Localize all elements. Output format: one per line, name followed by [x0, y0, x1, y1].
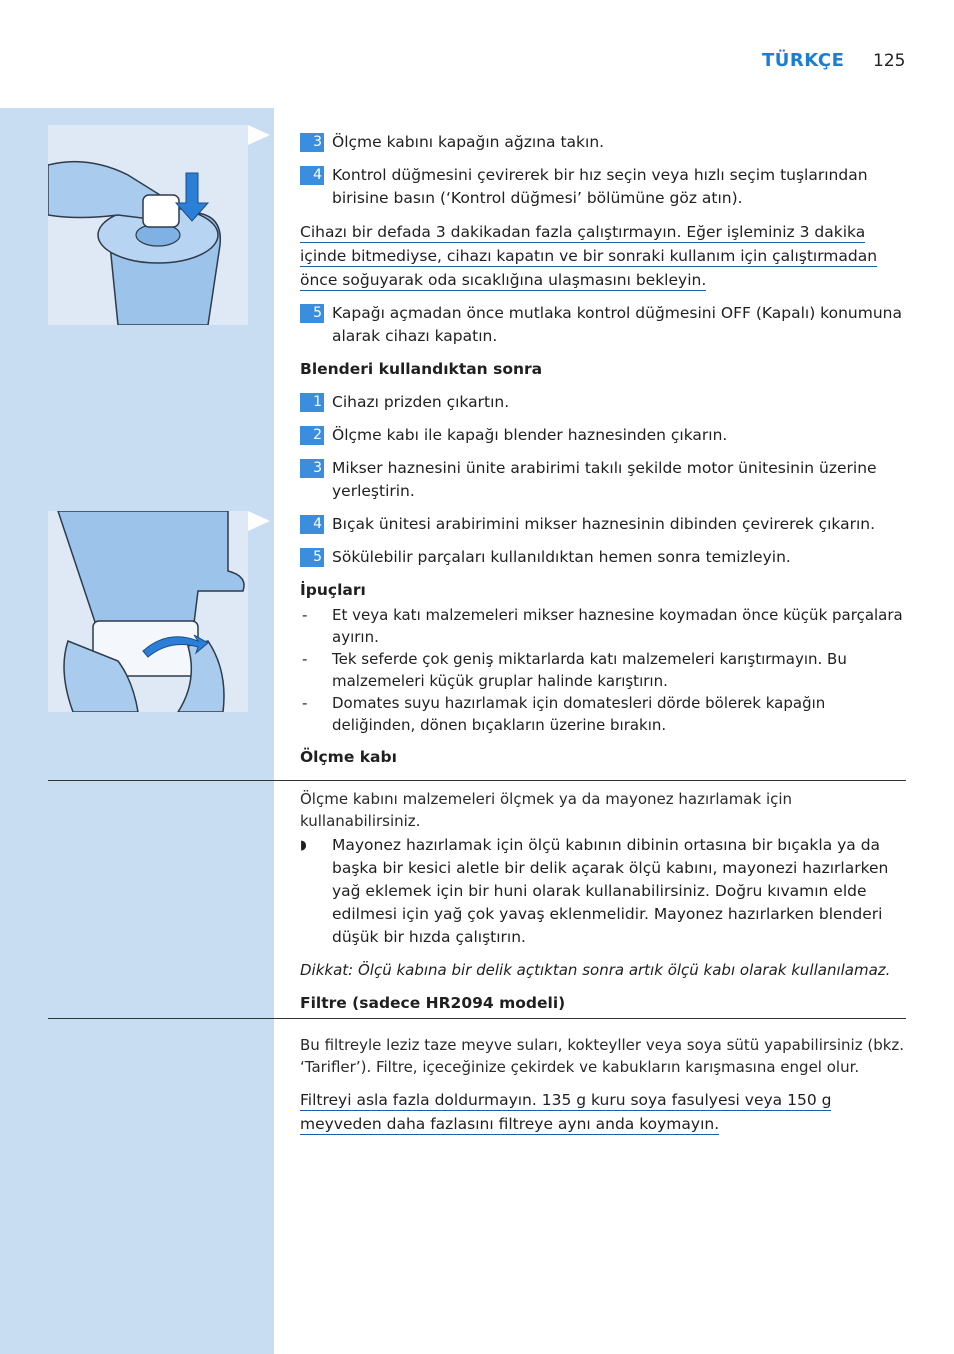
blade-unit-drawing — [48, 511, 248, 712]
step-number: 5 — [300, 548, 324, 567]
step-item — [300, 424, 910, 447]
warning-line: Cihazı bir defada 3 dakikadan fazla çalıştırmayın. Eğer işleminiz 3 dakika — [300, 223, 866, 241]
step-number: 4 — [300, 166, 324, 185]
tip-item — [300, 692, 910, 736]
step-item — [300, 164, 910, 210]
filter-intro: Bu filtreyle leziz taze meyve suları, kokteyller veya soya sütü yapabilirsiniz (bkz. ‘Tarifler’). Filtre, içeceğinize çekirdek ve kabukların karışmasına engel olur. — [300, 1036, 905, 1076]
warning-line: Filtreyi asla fazla doldurmayın. 135 g kuru soya fasulyesi veya 150 g — [300, 1091, 832, 1109]
tip-text: Et veya katı malzemeleri mikser haznesine koymadan önce küçük parçalara ayırın. — [332, 606, 903, 646]
warning-line: meyveden daha fazlasını filtreye aynı anda koymayın. — [300, 1115, 720, 1133]
heading-after-use: Blenderi kullandıktan sonra — [300, 360, 543, 378]
step-item — [300, 131, 910, 154]
tip-text: Tek seferde çok geniş miktarlarda katı malzemeleri karıştırmayın. Bu malzemeleri küçük gruplar halinde karıştırın. — [332, 650, 847, 690]
warning-overheat — [300, 220, 910, 292]
step-item — [300, 302, 910, 348]
step-number: 3 — [300, 133, 324, 152]
measuring-cup-intro: Ölçme kabını malzemeleri ölçmek ya da mayonez hazırlamak için kullanabilirsiniz. — [300, 790, 793, 830]
step-text: Cihazı prizden çıkartın. — [332, 393, 510, 411]
step-text: Ölçme kabı ile kapağı blender haznesinden çıkarın. — [332, 426, 728, 444]
step-number: 3 — [300, 459, 324, 478]
bullet-text: Mayonez hazırlamak için ölçü kabının dibinin ortasına bir bıçakla ya da başka bir kesici aletle bir delik açarak ölçü kabını, mayonezi hazırlarken yağ eklemek için bir huni olarak kullanabilirsiniz. Doğru kıvamın elde edilmesi için yağ çok yavaş eklenmelidir. Mayonez hazırlarken blenderi düşük bir hızda çalıştırın. — [332, 836, 889, 946]
dash-marker: - — [302, 694, 308, 712]
measuring-cup-note: Dikkat: Ölçü kabına bir delik açtıktan sonra artık ölçü kabı olarak kullanılamaz. — [300, 961, 891, 979]
step-text: Bıçak ünitesi arabirimini mikser haznesinin dibinden çevirerek çıkarın. — [332, 515, 876, 533]
step-text: Ölçme kabını kapağın ağzına takın. — [332, 133, 605, 151]
heading-filter: Filtre (sadece HR2094 modeli) — [300, 994, 566, 1012]
step-item — [300, 457, 910, 503]
step-number: 5 — [300, 304, 324, 323]
step-number: 2 — [300, 426, 324, 445]
language-label: TÜRKÇE — [762, 50, 845, 71]
step-text: Kontrol düğmesini çevirerek bir hız seçin veya hızlı seçim tuşlarından birisine basın (‘Kontrol düğmesi’ bölümüne göz atın). — [332, 166, 868, 207]
measuring-cup-bullet — [300, 834, 910, 949]
callout-notch-2 — [248, 511, 270, 531]
step-text: Sökülebilir parçaları kullanıldıktan hemen sonra temizleyin. — [332, 548, 791, 566]
heading-tips: İpuçları — [300, 581, 366, 599]
tip-item — [300, 648, 910, 692]
warning-filter — [300, 1088, 910, 1136]
step-item — [300, 513, 910, 536]
illustration-blade-unit — [48, 511, 248, 712]
bullet-icon: ◗ — [300, 838, 307, 853]
dash-marker: - — [302, 606, 308, 624]
main-content — [300, 131, 910, 1146]
step-number: 4 — [300, 515, 324, 534]
step-number: 1 — [300, 393, 324, 412]
step-text: Kapağı açmadan önce mutlaka kontrol düğmesini OFF (Kapalı) konumuna alarak cihazı kapatın. — [332, 304, 902, 345]
heading-measuring-cup: Ölçme kabı — [300, 748, 397, 766]
tip-text: Domates suyu hazırlamak için domatesleri dörde bölerek kapağın deliğinden, dönen bıçakların üzerine bırakın. — [332, 694, 826, 734]
tip-item — [300, 604, 910, 648]
callout-notch-1 — [248, 125, 270, 145]
dash-marker: - — [302, 650, 308, 668]
page-number: 125 — [873, 51, 906, 71]
measuring-cup-drawing — [48, 125, 248, 325]
warning-line: önce soğuyarak oda sıcaklığına ulaşmasını bekleyin. — [300, 271, 707, 289]
illustration-measuring-cup — [48, 125, 248, 325]
step-item — [300, 546, 910, 569]
step-text: Mikser haznesini ünite arabirimi takılı şekilde motor ünitesinin üzerine yerleştirin. — [332, 459, 877, 500]
step-item — [300, 391, 910, 414]
warning-line: içinde bitmediyse, cihazı kapatın ve bir sonraki kullanım için çalıştırmadan — [300, 247, 878, 265]
